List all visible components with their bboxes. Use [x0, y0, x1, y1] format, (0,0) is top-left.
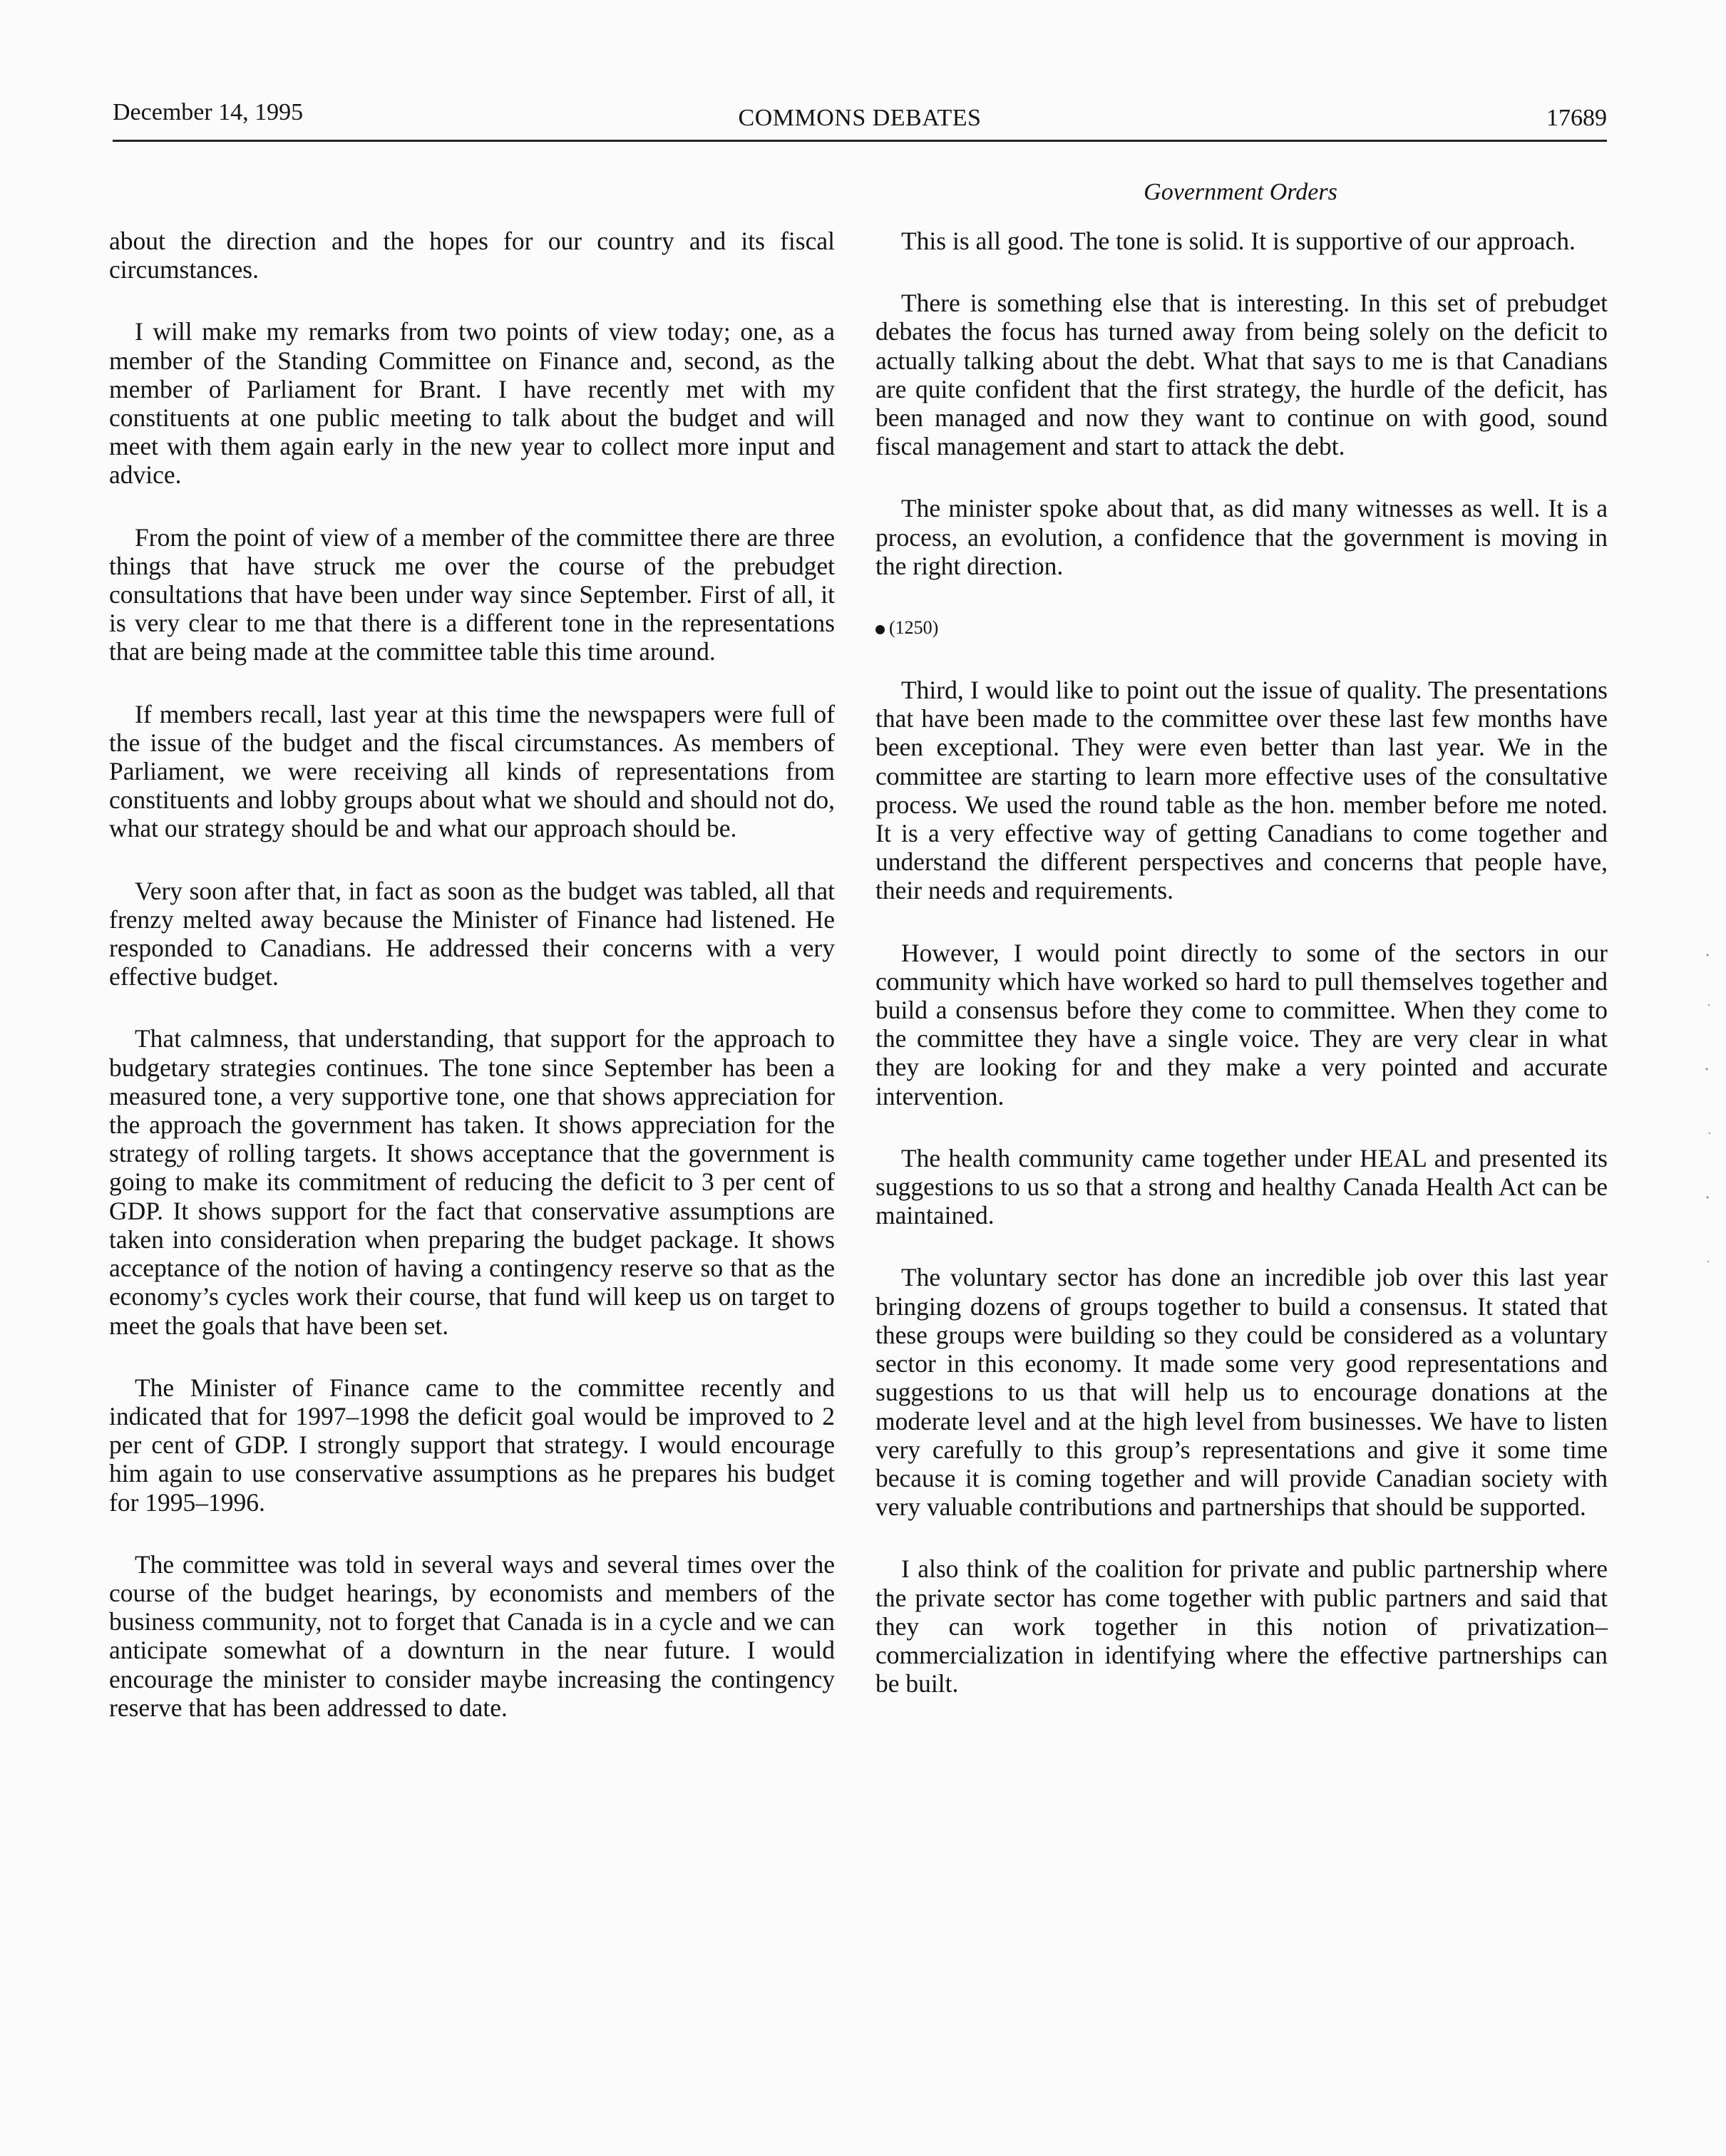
paragraph: This is all good. The tone is solid. It is supportive of our approach. [901, 227, 1576, 255]
paragraph: Very soon after that, in fact as soon as the budget was tabled, all that frenzy melted away because the Minister of Finance had listened. He responded to Canadians. He addressed their concerns with a very effective budget. [109, 876, 835, 991]
left-column [109, 227, 835, 1755]
paragraph: There is something else that is interesting. In this set of prebudget debates the focus has turned away from being solely on the deficit to actually talking about the debt. What that says to me is that Canadians are quite confident that the first strategy, the hurdle of the deficit, has been managed and now they want to continue on with good, sound fiscal management and start to attack the debt. [875, 289, 1608, 461]
paragraph: The Minister of Finance came to the committee recently and indicated that for 1997–1998 the deficit goal would be improved to 2 per cent of GDP. I strongly support that strategy. I would encourage him again to use conservative assumptions as he prepares his budget for 1995–1996. [109, 1373, 835, 1517]
header-date: December 14, 1995 [113, 99, 304, 125]
paragraph: If members recall, last year at this time the newspapers were full of the issue of the budget and the fiscal circumstances. As members of Parliament, we were receiving all kinds of representations from constituents and lobby groups about what we should and should not do, what our strategy should be and what our approach should be. [109, 699, 835, 843]
paragraph: From the point of view of a member of the committee there are three things that have struck me over the course of the prebudget consultations that have been under way since September. First of all, it is very clear to me that there is a different tone in the representations that are being made at the committee table this time around. [109, 522, 835, 666]
section-label: Government Orders [1144, 179, 1337, 205]
paragraph: The voluntary sector has done an incredible job over this last year bringing dozens of groups together to build a consensus. It stated that these groups were building so they could be considered as a voluntary sector in this economy. It made some very good representations and suggestions to us that will help us to encourage donations at the moderate level and at the high level from businesses. We have to listen very carefully to this group’s representations and give it some time because it is coming together and will provide Canadian society with very valuable contributions and partnerships that should be supported. [875, 1263, 1608, 1522]
page-header [113, 98, 1607, 134]
right-column [875, 227, 1608, 1731]
paragraph: I also think of the coalition for private and public partnership where the private sector has come together with public partners and said that they can work together in this notion of privatization–commercialization in identifying where the effective partnerships can be built. [875, 1554, 1608, 1698]
paragraph: The minister spoke about that, as did many witnesses as well. It is a process, an evolution, a confidence that the government is moving in the right direction. [875, 494, 1608, 580]
bullet-icon [875, 625, 885, 634]
header-rule [113, 140, 1607, 142]
paragraph: However, I would point directly to some of the sectors in our community which have worked so hard to pull themselves together and build a consensus before they come to committee. When they come to the committee they have a single voice. They are very clear in what they are looking for and they make a very pointed and accurate intervention. [875, 938, 1608, 1110]
paragraph: The health community came together under HEAL and presented its suggestions to us so that a strong and healthy Canada Health Act can be maintained. [875, 1143, 1608, 1230]
time-marker [875, 614, 1608, 642]
paragraph: I will make my remarks from two points of view today; one, as a member of the Standing Committee on Finance and, second, as the member of Parliament for Brant. I have recently met with my constituents at one public meeting to talk about the budget and will meet with them again early in the new year to collect more input and advice. [109, 317, 835, 490]
time-marker-label: (1250) [889, 617, 939, 639]
page-number: 17689 [1546, 105, 1607, 131]
paragraph: Third, I would like to point out the issue of quality. The presentations that have been made to the committee over these last few months have been exceptional. They were even better than last year. We in the committee are starting to learn more effective uses of the consultative process. We used the round table as the hon. member before me noted. It is a very effective way of getting Canadians to come together and understand the different perspectives and concerns that people have, their needs and requirements. [875, 676, 1608, 905]
header-title: COMMONS DEBATES [738, 105, 982, 131]
scan-speckle [1703, 941, 1713, 1311]
paragraph: about the direction and the hopes for our country and its fiscal circumstances. [109, 227, 835, 284]
paragraph: The committee was told in several ways and several times over the course of the budget hearings, by economists and members of the business community, not to forget that Canada is in a cycle and we can anticipate somewhat of a downturn in the near future. I would encourage the minister to consider maybe increasing the contingency reserve that has been addressed to date. [109, 1549, 835, 1722]
paragraph: That calmness, that understanding, that support for the approach to budgetary strategies continues. The tone since September has been a measured tone, a very supportive tone, one that shows appreciation for the approach the government has taken. It shows appreciation for the strategy of rolling targets. It shows acceptance that the government is going to make its commitment of reducing the deficit to 3 per cent of GDP. It shows support for the fact that conservative assumptions are taken into consideration when preparing the budget package. It shows acceptance of the notion of having a contingency reserve so that as the economy’s cycles work their course, that fund will keep us on target to meet the goals that have been set. [109, 1024, 835, 1340]
